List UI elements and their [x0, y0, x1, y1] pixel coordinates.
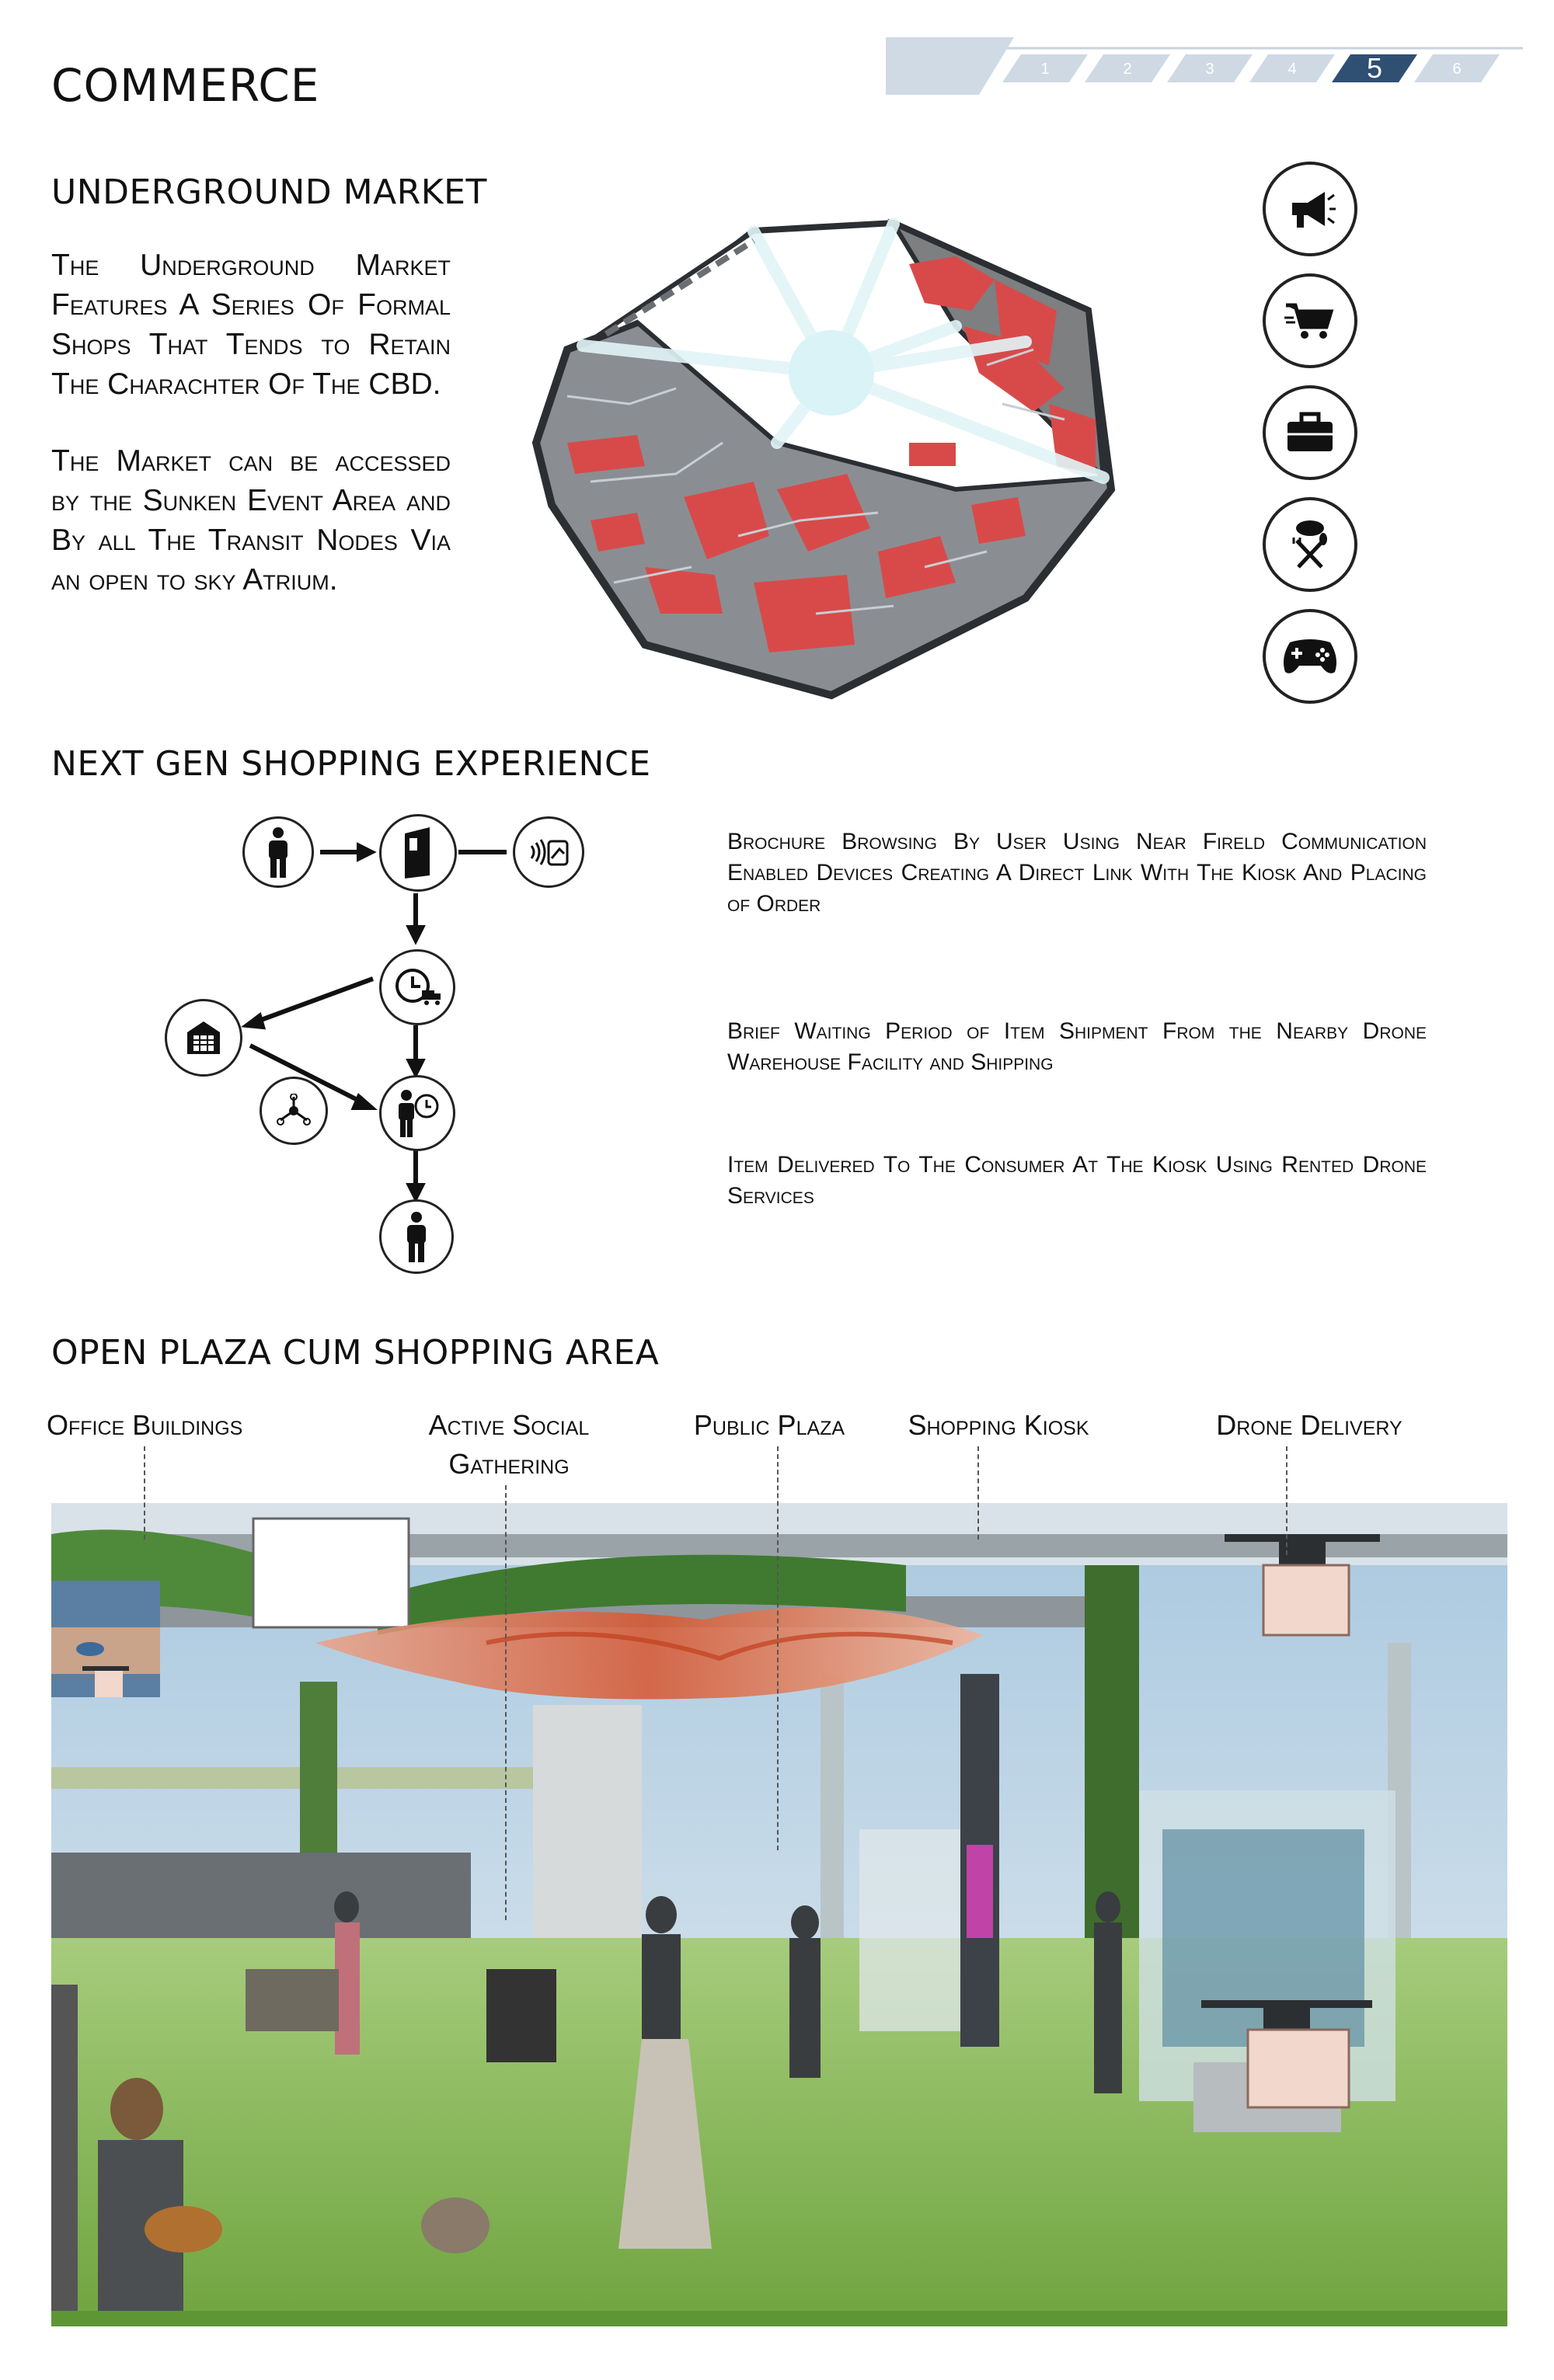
tick-active-social — [505, 1485, 507, 1920]
shopping-cart-icon — [1263, 273, 1357, 368]
market-paragraph-2: The Market can be accessed by the Sunken Event Area and By all The Transit Nodes Via an open to sky Atrium. — [51, 444, 451, 597]
label-office-buildings: Office Buildings — [47, 1409, 243, 1441]
pager-label-1: 1 — [1040, 61, 1050, 78]
briefcase-icon — [1263, 385, 1357, 480]
tick-public-plaza — [777, 1446, 779, 1850]
flow-kiosk-icon — [379, 814, 457, 892]
shopping-heading: NEXT GEN SHOPPING EXPERIENCE — [51, 744, 651, 784]
megaphone-icon — [1263, 162, 1357, 256]
pager-label-4: 4 — [1287, 61, 1297, 78]
tick-office-buildings — [144, 1446, 145, 1540]
pager-label-5: 5 — [1366, 52, 1383, 84]
market-plan-illustration — [521, 210, 1173, 707]
shopping-step-2: Brief Waiting Period of Item Shipment From the Nearby Drone Warehouse Facility and Shipping — [727, 1018, 1427, 1075]
plaza-rendering — [51, 1503, 1507, 2326]
restaurant-icon — [1263, 497, 1357, 592]
shopping-step-3: Item Delivered To The Consumer At The Kiosk Using Rented Drone Services — [727, 1152, 1427, 1209]
shopping-step-1: Brochure Browsing By User Using Near Fireld Communication Enabled Devices Creating A Direct Link With The Kiosk And Placing of Order — [727, 829, 1427, 917]
pager-label-3: 3 — [1205, 61, 1214, 78]
label-gathering: Gathering — [448, 1448, 570, 1480]
tick-drone-delivery — [1286, 1446, 1287, 1555]
market-paragraph-1: The Underground Market Features A Series Of Formal Shops That Tends to Retain The Charachter Of The CBD. — [51, 249, 451, 401]
flow-warehouse-icon — [165, 999, 242, 1077]
pager-label-6: 6 — [1452, 61, 1462, 78]
page-title: COMMERCE — [51, 59, 320, 112]
market-description — [51, 245, 451, 600]
flow-user-waiting-icon — [379, 1075, 455, 1151]
market-heading: UNDERGROUND MARKET — [51, 172, 487, 212]
page-pager — [878, 31, 1523, 101]
label-active-social: Active Social — [428, 1409, 590, 1441]
tick-shopping-kiosk — [977, 1446, 979, 1540]
gamepad-icon — [1263, 609, 1357, 704]
flow-consumer-icon — [379, 1199, 454, 1274]
label-shopping-kiosk: Shopping Kiosk — [908, 1409, 1089, 1441]
flow-user-icon — [242, 816, 314, 888]
flow-drone-icon — [260, 1077, 328, 1145]
flow-clock-delivery-icon — [379, 949, 455, 1025]
plaza-heading: OPEN PLAZA CUM SHOPPING AREA — [51, 1333, 660, 1373]
flow-nfc-icon — [513, 816, 584, 888]
label-public-plaza: Public Plaza — [693, 1409, 845, 1441]
market-category-icons — [1263, 162, 1364, 704]
pager-label-2: 2 — [1123, 61, 1132, 78]
label-drone-delivery: Drone Delivery — [1216, 1409, 1402, 1441]
